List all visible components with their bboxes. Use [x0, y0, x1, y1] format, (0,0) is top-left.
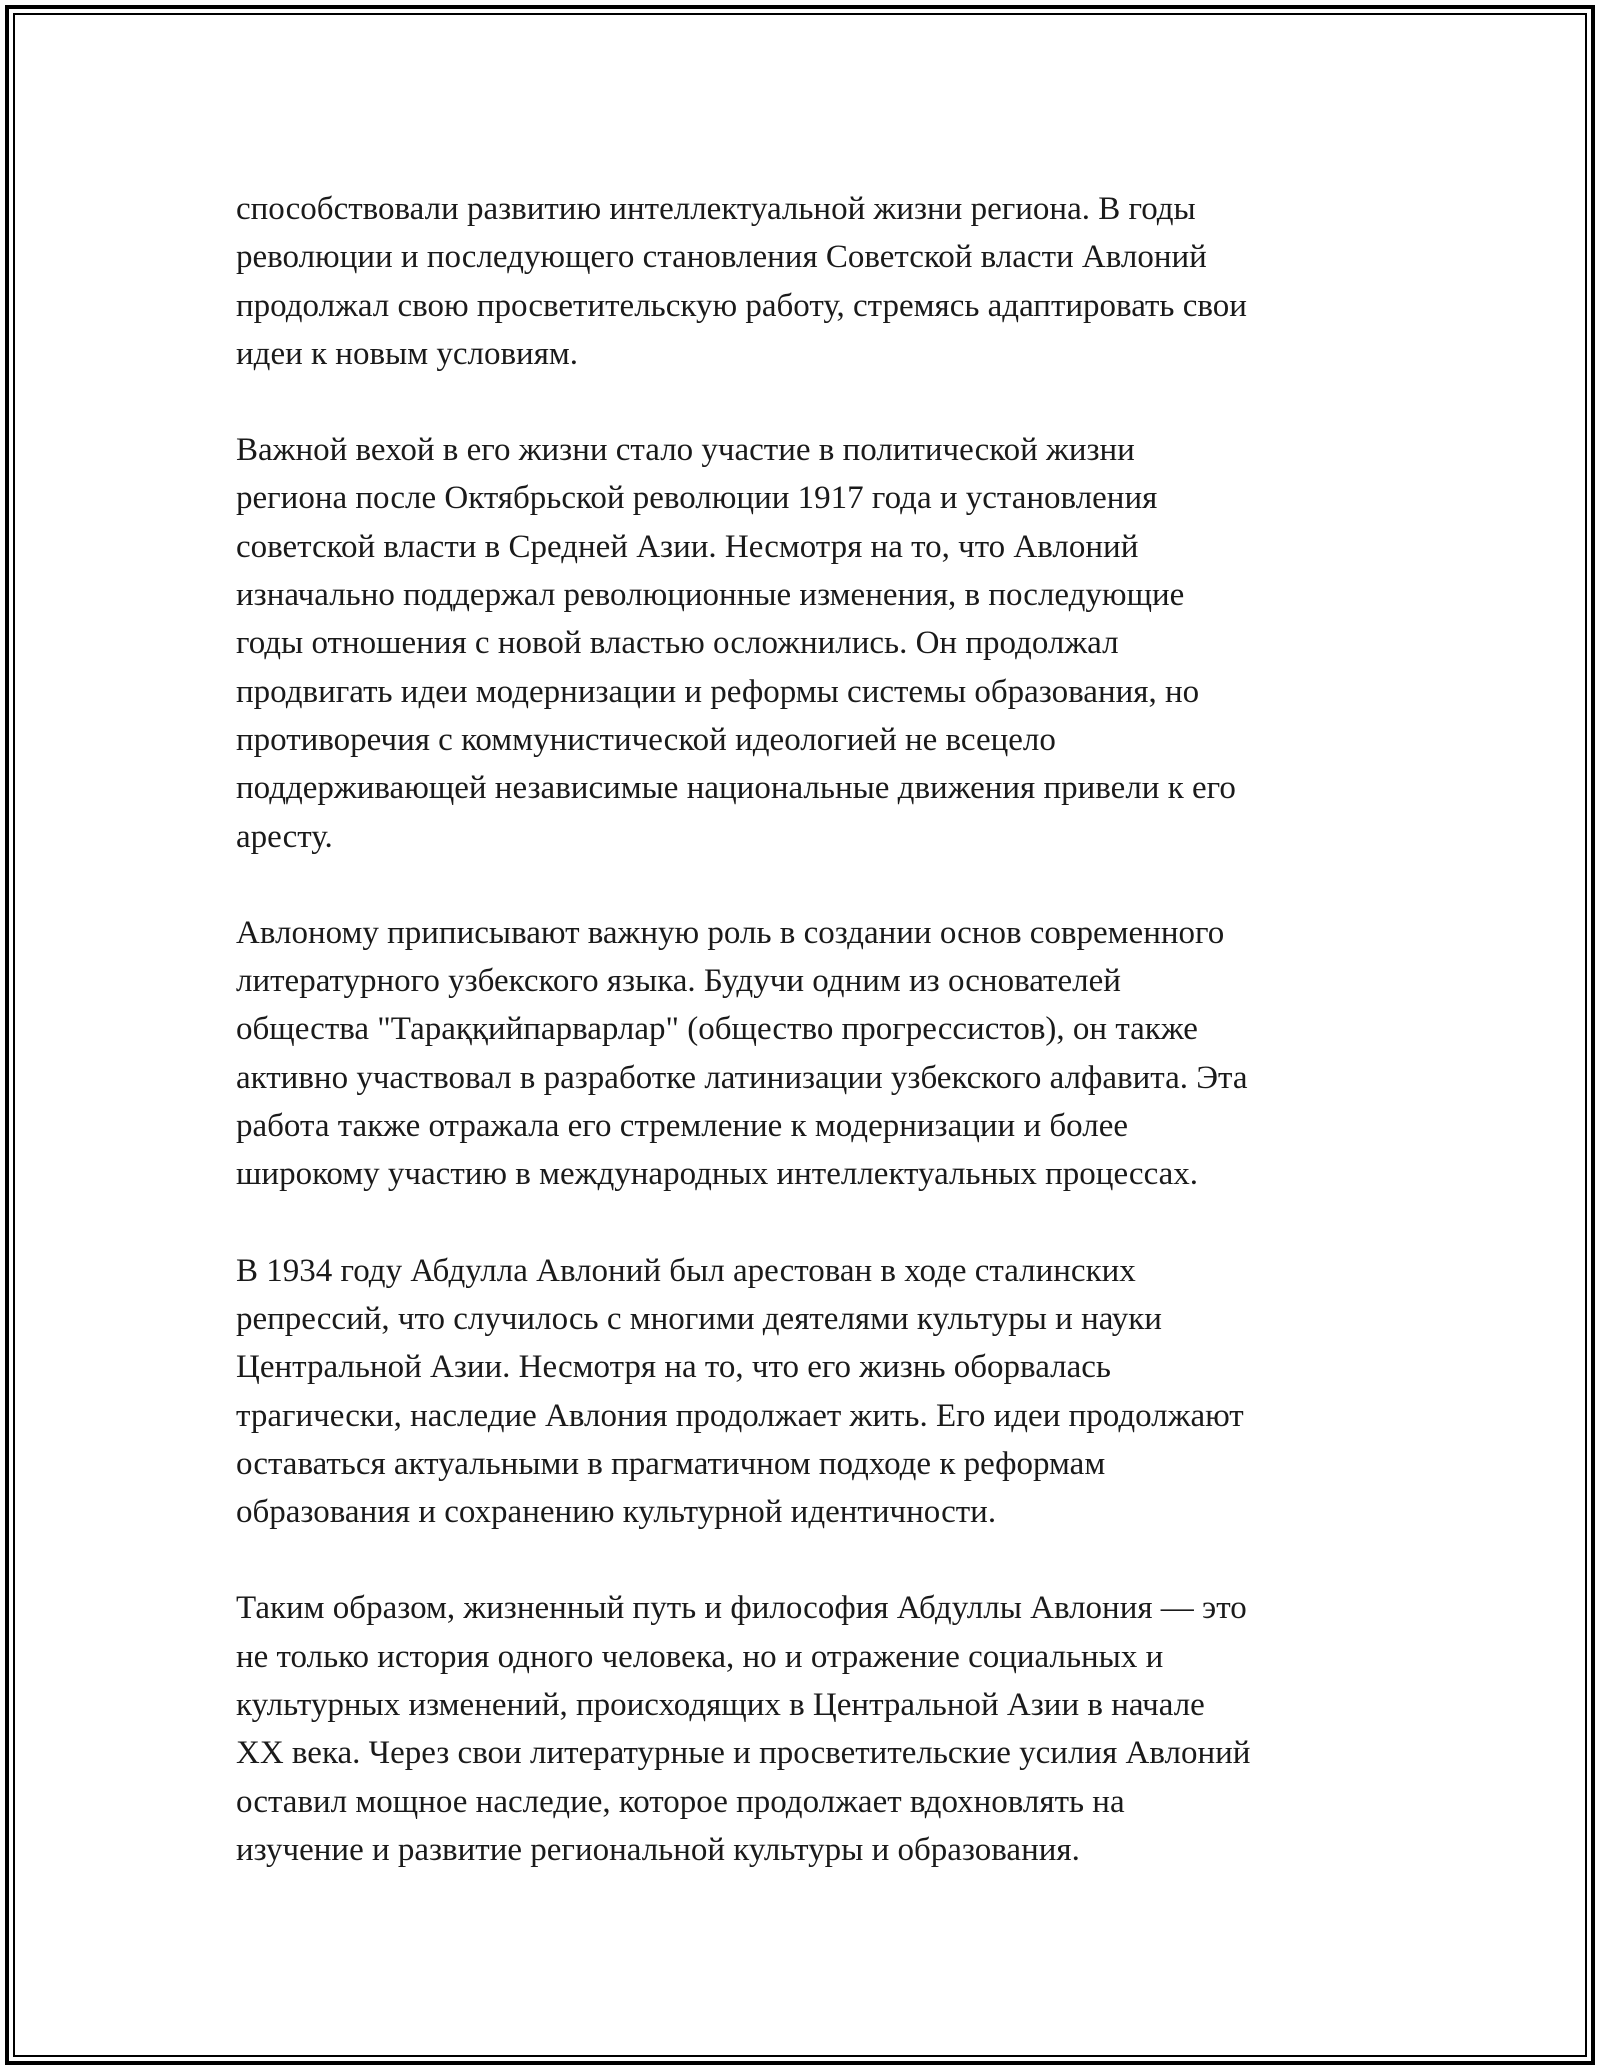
text-line: работа также отражала его стремление к модернизации и более	[236, 1108, 1128, 1145]
text-line: литературного узбекского языка. Будучи одним из основателей	[236, 963, 1121, 1000]
text-line: продвигать идеи модернизации и реформы системы образования, но	[236, 673, 1200, 710]
text-line: советской власти в Средней Азии. Несмотря на то, что Авлоний	[236, 528, 1139, 565]
text-line: образования и сохранению культурной идентичности.	[236, 1494, 997, 1531]
text-line: изначально поддержал революционные изменения, в последующие	[236, 577, 1185, 614]
text-line: культурных изменений, происходящих в Центральной Азии в начале	[236, 1687, 1205, 1724]
text-line: региона после Октябрьской революции 1917 года и установления	[236, 480, 1158, 517]
text-line: В 1934 году Абдулла Авлоний был арестован в ходе сталинских	[236, 1252, 1136, 1289]
text-line: общества "Тараққийпарварлар" (общество прогрессистов), он также	[236, 1011, 1198, 1048]
text-line: противоречия с коммунистической идеологией не всецело	[236, 721, 1056, 758]
text-line: изучение и развитие региональной культуры и образования.	[236, 1831, 1080, 1868]
text-line: продолжал свою просветительскую работу, стремясь адаптировать свои	[236, 287, 1247, 324]
text-line: годы отношения с новой властью осложнились. Он продолжал	[236, 625, 1119, 662]
text-line: аресту.	[236, 818, 333, 855]
text-line: Таким образом, жизненный путь и философия Абдуллы Авлония — это	[236, 1590, 1247, 1627]
paragraph-4	[236, 1247, 1376, 1537]
text-line: Важной вехой в его жизни стало участие в политической жизни	[236, 432, 1135, 469]
text-line: XX века. Через свои литературные и просветительские усилия Авлоний	[236, 1735, 1251, 1772]
text-line: поддерживающей независимые национальные движения привели к его	[236, 770, 1236, 807]
text-line: репрессий, что случилось с многими деятелями культуры и науки	[236, 1300, 1162, 1337]
text-line: активно участвовал в разработке латинизации узбекского алфавита. Эта	[236, 1059, 1248, 1096]
text-line: оставил мощное наследие, которое продолжает вдохновлять на	[236, 1783, 1125, 1820]
paragraph-2	[236, 426, 1376, 861]
text-line: не только история одного человека, но и отражение социальных и	[236, 1638, 1164, 1675]
text-line: способствовали развитию интеллектуальной жизни региона. В годы	[236, 191, 1196, 227]
text-line: Авлоному приписывают важную роль в создании основ современного	[236, 914, 1225, 951]
paragraph-3	[236, 909, 1376, 1199]
text-line: идеи к новым условиям.	[236, 335, 579, 372]
paragraph-5	[236, 1584, 1376, 1874]
text-line: трагически, наследие Авлония продолжает жить. Его идеи продолжают	[236, 1397, 1244, 1434]
text-line: оставаться актуальными в прагматичном подходе к реформам	[236, 1445, 1106, 1482]
paragraph-1	[236, 185, 1376, 378]
text-line: революции и последующего становления Советской власти Авлоний	[236, 239, 1207, 276]
text-line: широкому участию в международных интеллектуальных процессах.	[236, 1156, 1199, 1193]
text-line: Центральной Азии. Несмотря на то, что его жизнь оборвалась	[236, 1349, 1111, 1386]
document-body	[236, 185, 1376, 1922]
